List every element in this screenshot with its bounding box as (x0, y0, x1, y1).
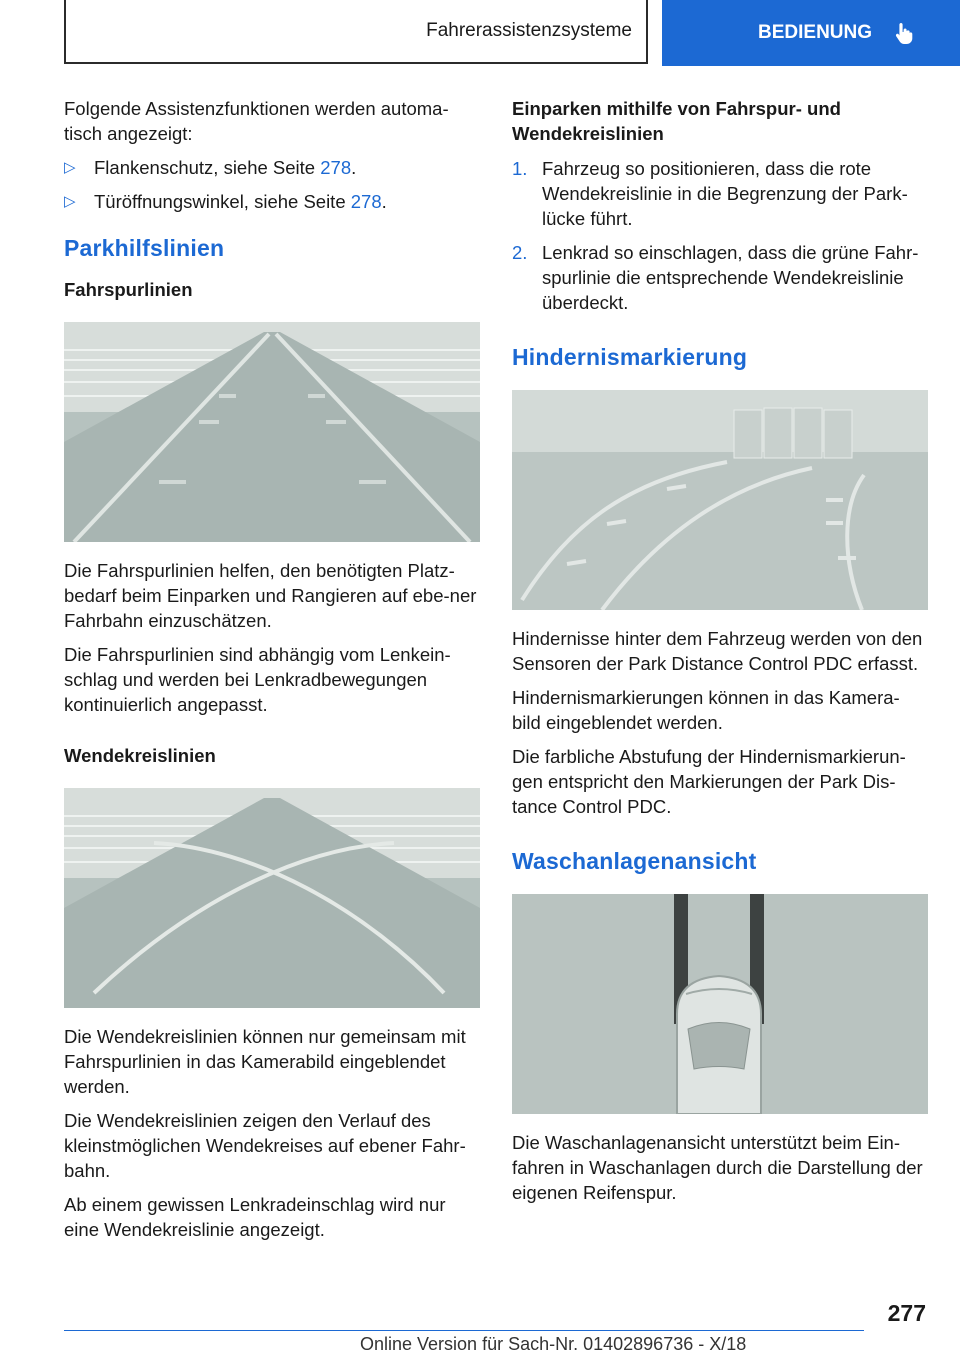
left-column (64, 96, 480, 1251)
paragraph: Hindernismarkierungen können in das Kamera-bild eingeblendet werden. (512, 687, 900, 733)
footer-text: Online Version für Sach-Nr. 01402896736 - X/18 (360, 1334, 747, 1354)
chapter-tab (64, 0, 648, 64)
intro-text: Folgende Assistenzfunktionen werden automa-tisch angezeigt: (64, 98, 449, 144)
bullet-item (64, 155, 480, 180)
step-number: 1. (512, 158, 528, 179)
right-column (512, 96, 928, 1214)
page-number: 277 (887, 1300, 926, 1326)
section-heading-waschanlagenansicht: Waschanlagenansicht (512, 848, 757, 874)
subheading-wendekreislinien: Wendekreislinien (64, 745, 216, 766)
list-item (512, 240, 928, 315)
bullet-suffix: . (381, 191, 387, 212)
numbered-list (512, 156, 928, 315)
hand-pointer-icon (892, 21, 916, 45)
list-item (512, 156, 928, 231)
figure-waschanlagenansicht (512, 894, 928, 1114)
section-tab (662, 0, 960, 66)
subheading-einparken: Einparken mithilfe von Fahrspur- und Wendekreislinien (512, 98, 841, 144)
page-header (0, 0, 960, 66)
step-text: Fahrzeug so positionieren, dass die rote Wendekreislinie in die Begrenzung der Park-lücke führt. (542, 158, 908, 229)
step-number: 2. (512, 242, 528, 263)
bullet-text: Flankenschutz, siehe Seite (94, 157, 321, 178)
figure-hindernismarkierung (512, 390, 928, 610)
section-title: BEDIENUNG (758, 22, 873, 43)
page-link[interactable]: 278 (350, 191, 382, 212)
bullet-item (64, 189, 480, 214)
footer-divider (64, 1330, 864, 1331)
paragraph: Die Wendekreislinien können nur gemeinsam mit Fahrspurlinien in das Kamerabild eingeblendet werden. (64, 1026, 466, 1097)
bullet-text: Türöffnungswinkel, siehe Seite (94, 191, 351, 212)
section-heading-hindernismarkierung: Hindernismarkierung (512, 344, 748, 370)
paragraph: Die farbliche Abstufung der Hindernismarkierun-gen entspricht den Markierungen der Park Dis-tance Control PDC. (512, 746, 906, 817)
paragraph: Ab einem gewissen Lenkradeinschlag wird nur eine Wendekreislinie angezeigt. (64, 1194, 446, 1240)
subheading-fahrspurlinien: Fahrspurlinien (64, 279, 193, 300)
step-text: Lenkrad so einschlagen, dass die grüne Fahr-spurlinie die entsprechende Wendekreislinie überdeckt. (542, 242, 919, 313)
figure-wendekreislinien (64, 788, 480, 1008)
triangle-bullet-icon: ▷ (64, 193, 76, 210)
bullet-list (64, 155, 480, 214)
figure-fahrspurlinien (64, 322, 480, 542)
triangle-bullet-icon: ▷ (64, 159, 76, 176)
paragraph: Die Waschanlagenansicht unterstützt beim Ein-fahren in Waschanlagen durch die Darstellung der eigenen Reifenspur. (512, 1132, 923, 1203)
paragraph: Hindernisse hinter dem Fahrzeug werden von den Sensoren der Park Distance Control PDC erfasst. (512, 628, 923, 674)
bullet-suffix: . (351, 157, 357, 178)
paragraph: Die Fahrspurlinien sind abhängig vom Lenkein-schlag und werden bei Lenkradbewegungen kontinuierlich angepasst. (64, 644, 451, 715)
paragraph: Die Fahrspurlinien helfen, den benötigten Platz-bedarf beim Einparken und Rangieren auf ebe-ner Fahrbahn einzuschätzen. (64, 560, 477, 631)
paragraph: Die Wendekreislinien zeigen den Verlauf des kleinstmöglichen Wendekreises auf ebener Fahr-bahn. (64, 1110, 466, 1181)
section-heading-parkhilfslinien: Parkhilfslinien (64, 235, 225, 261)
chapter-title: Fahrerassistenzsysteme (426, 20, 632, 41)
page-link[interactable]: 278 (320, 157, 352, 178)
